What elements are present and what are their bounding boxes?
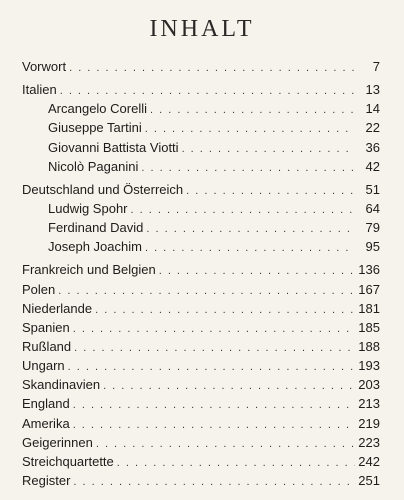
toc-entry-label: Giovanni Battista Viotti bbox=[48, 139, 179, 155]
toc-entry-paganini bbox=[22, 157, 380, 176]
toc-entry-england bbox=[22, 394, 380, 413]
toc-entry-label: Vorwort bbox=[22, 59, 67, 74]
toc-entry-label: Ludwig Spohr bbox=[48, 200, 128, 216]
toc-entry-niederlande bbox=[22, 299, 380, 318]
dot-leader bbox=[69, 59, 355, 78]
toc-entry-page: 22 bbox=[365, 120, 380, 136]
toc-entry-page: 42 bbox=[365, 158, 380, 174]
toc-entry-label: Giuseppe Tartini bbox=[48, 120, 142, 136]
toc-entry-page: 13 bbox=[365, 82, 380, 98]
table-of-contents bbox=[22, 57, 380, 490]
toc-entry-spanien bbox=[22, 318, 380, 337]
toc-entry-page: 242 bbox=[358, 453, 380, 469]
toc-entry-label: Rußland bbox=[22, 338, 72, 354]
toc-entry-skandinavien bbox=[22, 375, 380, 394]
toc-entry-label: Amerika bbox=[22, 415, 70, 431]
toc-entry-russland bbox=[22, 337, 380, 356]
toc-entry-label: Ferdinand David bbox=[48, 220, 144, 236]
toc-entry-page: 36 bbox=[365, 139, 380, 155]
toc-entry-page: 136 bbox=[358, 262, 380, 278]
toc-entry-label: Streichquartette bbox=[22, 453, 114, 469]
toc-entry-label: Frankreich und Belgien bbox=[22, 262, 156, 278]
dot-leader bbox=[141, 159, 355, 178]
toc-entry-page: 193 bbox=[358, 358, 380, 374]
toc-entry-label: Skandinavien bbox=[22, 377, 101, 393]
toc-entry-tartini bbox=[22, 118, 380, 137]
toc-entry-frankreich bbox=[22, 260, 380, 279]
toc-entry-page: 64 bbox=[365, 200, 380, 216]
toc-entry-page: 203 bbox=[358, 377, 380, 393]
toc-entry-label: Nicolò Paganini bbox=[48, 158, 139, 174]
toc-entry-page: 7 bbox=[372, 59, 380, 74]
toc-entry-deutschland bbox=[22, 180, 380, 199]
toc-entry-register bbox=[22, 471, 380, 490]
toc-entry-page: 95 bbox=[365, 239, 380, 255]
toc-entry-page: 167 bbox=[358, 281, 380, 297]
toc-entry-italien bbox=[22, 80, 380, 99]
toc-entry-ungarn bbox=[22, 356, 380, 375]
toc-entry-corelli bbox=[22, 99, 380, 118]
toc-entry-page: 14 bbox=[365, 101, 380, 117]
toc-entry-label: Spanien bbox=[22, 319, 70, 335]
toc-entry-geigerinnen bbox=[22, 433, 380, 452]
toc-entry-spohr bbox=[22, 199, 380, 218]
toc-entry-page: 185 bbox=[358, 319, 380, 335]
toc-entry-page: 219 bbox=[358, 415, 380, 431]
toc-entry-viotti bbox=[22, 138, 380, 157]
toc-entry-joachim bbox=[22, 237, 380, 256]
toc-entry-label: Italien bbox=[22, 82, 57, 98]
page-title: INHALT bbox=[149, 16, 255, 42]
toc-entry-amerika bbox=[22, 414, 380, 433]
toc-entry-label: Niederlande bbox=[22, 300, 93, 316]
toc-entry-label: Deutschland und Österreich bbox=[22, 181, 184, 197]
toc-entry-page: 181 bbox=[358, 300, 380, 316]
toc-entry-vorwort bbox=[22, 57, 380, 76]
toc-entry-streichquartette bbox=[22, 452, 380, 471]
toc-entry-page: 79 bbox=[365, 220, 380, 236]
toc-entry-label: Joseph Joachim bbox=[48, 239, 142, 255]
toc-entry-label: Polen bbox=[22, 281, 56, 297]
dot-leader bbox=[145, 239, 355, 258]
toc-entry-label: Register bbox=[22, 472, 71, 488]
toc-entry-label: England bbox=[22, 396, 70, 412]
toc-entry-label: Geigerinnen bbox=[22, 434, 93, 450]
toc-entry-page: 223 bbox=[358, 434, 380, 450]
toc-entry-label: Ungarn bbox=[22, 358, 65, 374]
dot-leader bbox=[73, 473, 355, 492]
toc-entry-polen bbox=[22, 280, 380, 299]
toc-entry-page: 213 bbox=[358, 396, 380, 412]
toc-entry-label: Arcangelo Corelli bbox=[48, 101, 147, 117]
toc-entry-david bbox=[22, 218, 380, 237]
toc-entry-page: 251 bbox=[358, 472, 380, 488]
toc-entry-page: 188 bbox=[358, 338, 380, 354]
toc-entry-page: 51 bbox=[365, 181, 380, 197]
